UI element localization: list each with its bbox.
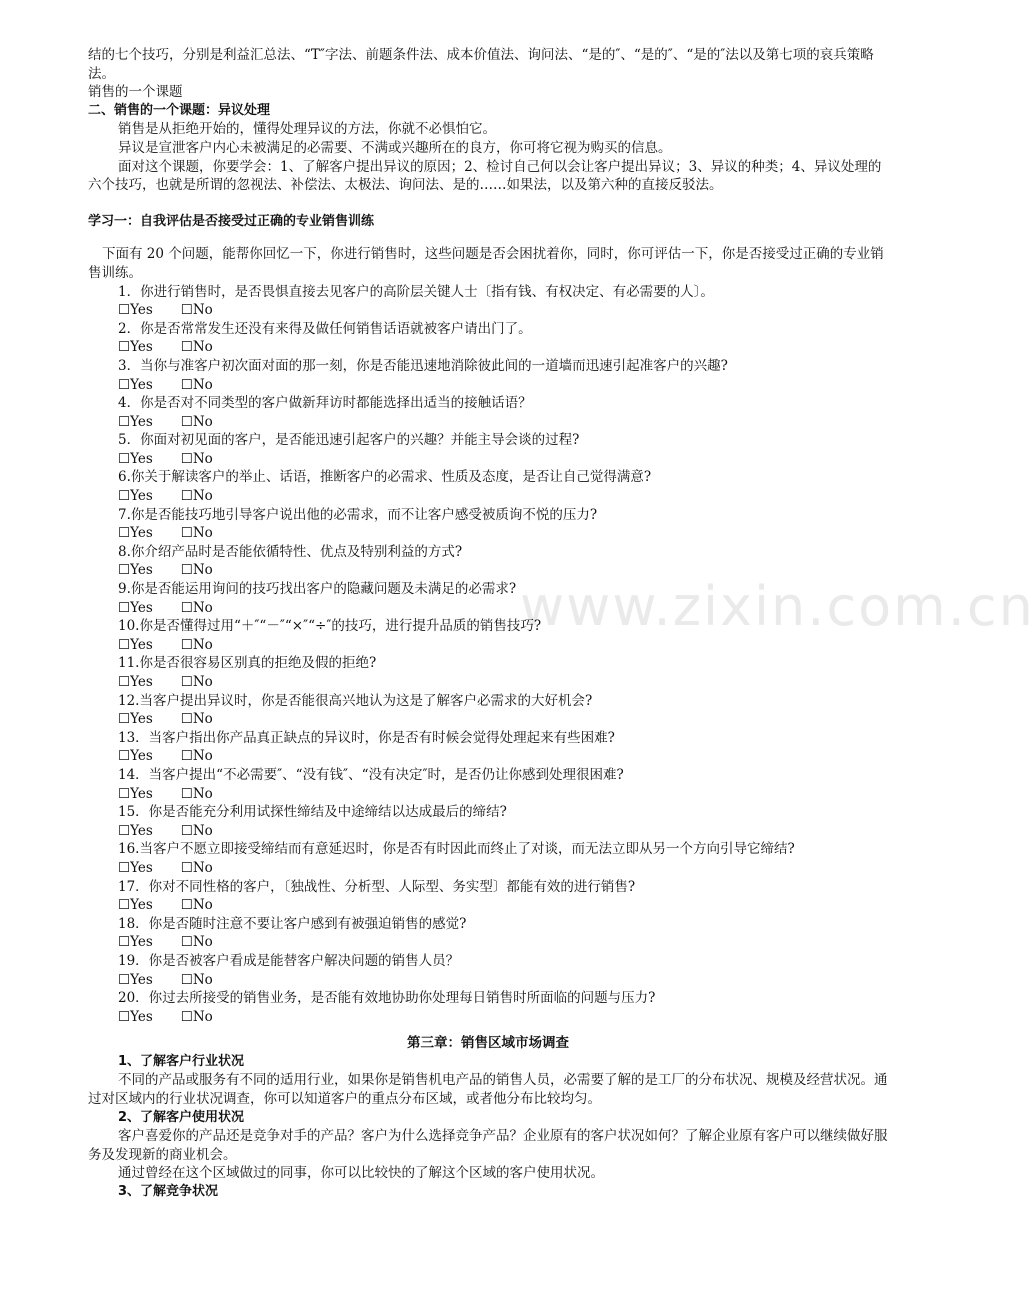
paragraph: 面对这个课题，你要学会：1、了解客户提出异议的原因；2、检讨自己何以会让客户提出异议；3、异议的种类；4、异议处理的六个技巧，也就是所谓的忽视法、补偿法、太极法、询问法、是的……如果法，以及第六种的直接反驳法。	[88, 158, 882, 194]
no-checkbox[interactable]: ☐No	[180, 488, 213, 505]
yes-checkbox[interactable]: ☐Yes	[118, 339, 153, 356]
paragraph: 通过曾经在这个区域做过的同事，你可以比较快的了解这个区域的客户使用状况。	[118, 1165, 604, 1182]
document-page	[88, 46, 888, 1202]
yes-checkbox[interactable]: ☐Yes	[118, 934, 153, 951]
no-checkbox[interactable]: ☐No	[180, 636, 213, 653]
answer-options	[88, 971, 888, 990]
chapter-title: 第三章：销售区域市场调查	[407, 1035, 569, 1052]
answer-options	[88, 636, 888, 655]
subsection-heading: 2、了解客户使用状况	[118, 1109, 245, 1125]
yes-checkbox[interactable]: ☐Yes	[118, 636, 153, 653]
answer-options	[88, 599, 888, 618]
yes-checkbox[interactable]: ☐Yes	[118, 599, 153, 616]
answer-options	[88, 673, 888, 692]
answer-options	[88, 561, 888, 580]
question-text: 10.你是否懂得过用“＋″“－″“×″“÷″的技巧，进行提升品质的销售技巧?	[118, 618, 542, 635]
question-text: 9.你是否能运用询问的技巧找出客户的隐藏问题及未满足的必需求?	[118, 581, 517, 598]
no-checkbox[interactable]: ☐No	[180, 599, 213, 616]
no-checkbox[interactable]: ☐No	[180, 897, 213, 914]
answer-options	[88, 710, 888, 729]
answer-options	[88, 450, 888, 469]
yes-checkbox[interactable]: ☐Yes	[118, 376, 153, 393]
question-text: 18．你是否随时注意不要让客户感到有被强迫销售的感觉?	[118, 915, 467, 932]
question-text: 1．你进行销售时，是否畏惧直接去见客户的高阶层关键人士〔指有钱、有权决定、有必需要的人〕。	[118, 283, 714, 300]
subsection-heading: 3、了解竞争状况	[118, 1184, 219, 1200]
yes-checkbox[interactable]: ☐Yes	[118, 897, 153, 914]
yes-checkbox[interactable]: ☐Yes	[118, 971, 153, 988]
no-checkbox[interactable]: ☐No	[180, 674, 213, 690]
answer-options	[88, 487, 888, 506]
yes-checkbox[interactable]: ☐Yes	[118, 674, 153, 690]
section-heading: 二、销售的一个课题：异议处理	[88, 102, 271, 118]
study-heading: 学习一：自我评估是否接受过正确的专业销售训练	[88, 213, 375, 229]
question-text: 8.你介绍产品时是否能依循特性、优点及特别利益的方式?	[118, 543, 463, 560]
answer-options	[88, 376, 888, 395]
yes-checkbox[interactable]: ☐Yes	[118, 748, 153, 765]
yes-checkbox[interactable]: ☐Yes	[118, 711, 153, 728]
yes-checkbox[interactable]: ☐Yes	[118, 822, 153, 839]
question-text: 4．你是否对不同类型的客户做新拜访时都能选择出适当的接触话语？	[118, 395, 532, 412]
no-checkbox[interactable]: ☐No	[180, 934, 213, 951]
answer-options	[88, 933, 888, 952]
answer-options	[88, 338, 888, 357]
answer-options	[88, 785, 888, 804]
question-text: 13．当客户指出你产品真正缺点的异议时，你是否有时候会觉得处理起来有些困难?	[118, 729, 615, 746]
question-text: 7.你是否能技巧地引导客户说出他的必需求，而不让客户感受被质询不悦的压力?	[118, 506, 598, 523]
question-text: 19．你是否被客户看成是能替客户解决问题的销售人员？	[118, 952, 460, 969]
no-checkbox[interactable]: ☐No	[180, 562, 213, 579]
watermark: www.zixin.com.cn	[520, 575, 1035, 638]
no-checkbox[interactable]: ☐No	[180, 711, 213, 728]
question-text: 15．你是否能充分利用试探性缔结及中途缔结以达成最后的缔结?	[118, 804, 507, 821]
question-text: 16.当客户不愿立即接受缔结而有意延迟时，你是否有时因此而终止了对谈，而无法立即从另一个方向引导它缔结?	[118, 841, 795, 858]
yes-checkbox[interactable]: ☐Yes	[118, 859, 153, 876]
answer-options	[88, 859, 888, 878]
answer-options	[88, 747, 888, 766]
answer-options	[88, 822, 888, 841]
no-checkbox[interactable]: ☐No	[180, 822, 213, 839]
yes-checkbox[interactable]: ☐Yes	[118, 785, 153, 802]
no-checkbox[interactable]: ☐No	[180, 376, 213, 393]
yes-checkbox[interactable]: ☐Yes	[118, 450, 153, 467]
intro-paragraph: 结的七个技巧，分别是利益汇总法、“T″字法、前题条件法、成本价值法、询问法、“是的″、“是的″、“是的″法以及第七项的哀兵策略法。	[88, 47, 874, 82]
no-checkbox[interactable]: ☐No	[180, 413, 213, 430]
paragraph: 销售是从拒绝开始的，懂得处理异议的方法，你就不必惧怕它。	[118, 121, 496, 138]
no-checkbox[interactable]: ☐No	[180, 302, 213, 319]
no-checkbox[interactable]: ☐No	[180, 859, 213, 876]
paragraph: 客户喜爱你的产品还是竞争对手的产品？客户为什么选择竞争产品？企业原有的客户状况如何？了解企业原有客户可以继续做好服务及发现新的商业机会。	[88, 1128, 888, 1163]
no-checkbox[interactable]: ☐No	[180, 1008, 213, 1025]
no-checkbox[interactable]: ☐No	[180, 339, 213, 356]
answer-options	[88, 413, 888, 432]
intro-subtitle: 销售的一个课题	[88, 84, 183, 101]
question-text: 3．当你与准客户初次面对面的那一刻，你是否能迅速地消除彼此间的一道墙而迅速引起准客户的兴趣?	[118, 357, 728, 374]
question-text: 2．你是否常常发生还没有来得及做任何销售话语就被客户请出门了。	[118, 320, 532, 337]
yes-checkbox[interactable]: ☐Yes	[118, 525, 153, 542]
no-checkbox[interactable]: ☐No	[180, 748, 213, 765]
no-checkbox[interactable]: ☐No	[180, 971, 213, 988]
question-text: 12.当客户提出异议时，你是否能很高兴地认为这是了解客户必需求的大好机会?	[118, 692, 593, 709]
question-text: 5．你面对初见面的客户，是否能迅速引起客户的兴趣？并能主导会谈的过程?	[118, 432, 580, 449]
answer-options	[88, 896, 888, 915]
paragraph: 不同的产品或服务有不同的适用行业，如果你是销售机电产品的销售人员，必需要了解的是工厂的分布状况、规模及经营状况。通过对区域内的行业状况调查，你可以知道客户的重点分布区域，或者他分布比较均匀。	[88, 1072, 888, 1108]
yes-checkbox[interactable]: ☐Yes	[118, 488, 153, 505]
yes-checkbox[interactable]: ☐Yes	[118, 562, 153, 579]
answer-options	[88, 524, 888, 543]
no-checkbox[interactable]: ☐No	[180, 525, 213, 542]
question-text: 6.你关于解读客户的举止、话语，推断客户的必需求、性质及态度，是否让自己觉得满意?	[118, 469, 652, 486]
yes-checkbox[interactable]: ☐Yes	[118, 413, 153, 430]
answer-options	[88, 301, 888, 320]
no-checkbox[interactable]: ☐No	[180, 450, 213, 467]
no-checkbox[interactable]: ☐No	[180, 785, 213, 802]
paragraph: 异议是宣泄客户内心未被满足的必需要、不满或兴趣所在的良方，你可将它视为购买的信息。	[118, 139, 672, 156]
yes-checkbox[interactable]: ☐Yes	[118, 302, 153, 319]
answer-options	[88, 1008, 888, 1027]
question-text: 14．当客户提出“不必需要″、“没有钱″、“没有决定″时，是否仍让你感到处理很困难?	[118, 766, 624, 783]
yes-checkbox[interactable]: ☐Yes	[118, 1008, 153, 1025]
study-intro: 下面有 20 个问题，能帮你回忆一下，你进行销售时，这些问题是否会困扰着你，同时，你可评估一下，你是否接受过正确的专业销售训练。	[88, 246, 884, 281]
question-text: 17．你对不同性格的客户，〔独战性、分析型、人际型、务实型〕都能有效的进行销售?	[118, 878, 636, 895]
question-text: 20．你过去所接受的销售业务，是否能有效地协助你处理每日销售时所面临的问题与压力?	[118, 990, 656, 1007]
subsection-heading: 1、了解客户行业状况	[118, 1053, 245, 1069]
question-list	[88, 283, 888, 1027]
question-text: 11.你是否很容易区别真的拒绝及假的拒绝?	[118, 655, 377, 672]
